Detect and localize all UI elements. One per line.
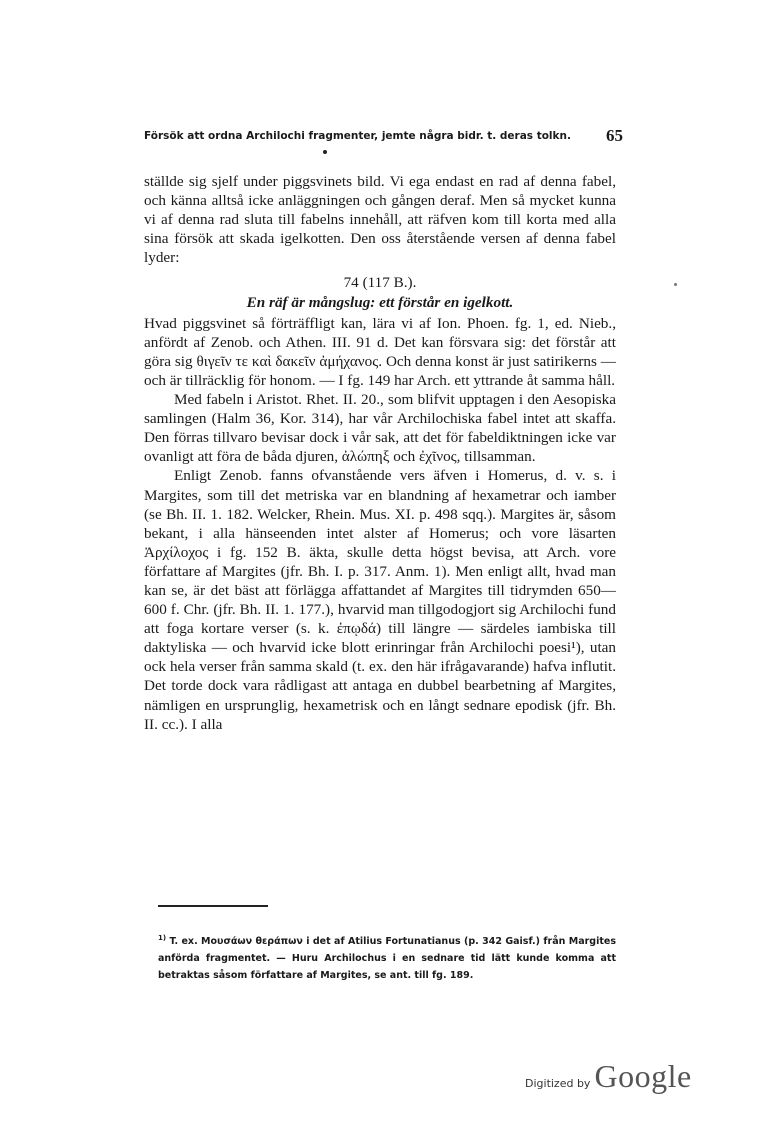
fragment-title: En räf är mångslug: ett förstår en igelkott. [246,293,514,311]
digitized-watermark [525,1058,692,1095]
header-ornament-dot [323,150,327,154]
fragment-number: 74 (117 B.). [343,274,417,292]
footnote [158,930,616,984]
footnote-marker: 1) [158,934,167,942]
footnote-text: T. ex. Μουσάων θεράπων i det af Atilius Fortunatianus (p. 342 Gaisf.) från Margites anförda fragmentet. — Huru Archilochus i en sednare tid lätt kunde komma att betraktas såsom författare af Margites, se ant. till fg. 189. [158,936,617,982]
print-speck [674,283,677,286]
running-title: Försök att ordna Archilochi fragmenter, jemte några bidr. t. deras tolkn. [144,130,571,142]
page-number: 65 [606,126,623,145]
body-text [144,172,616,734]
footnote-divider [158,905,268,907]
paragraph-4: Enligt Zenob. fanns ofvanstående vers äfven i Homerus, d. v. s. i Margites, som till det metriska var en blandning af hexametrar och iamber (se Bh. II. 1. 182. Welcker, Rhein. Mus. XI. p. 498 sqq.). Margites är, såsom bekant, i alla hänseenden intet alster af Homerus; och vore läsarten Ἀρχίλοχος i fg. 152 B. äkta, skulle detta högst bevisa, att Arch. vore författare af Margites (jfr. Bh. I. p. 317. Anm. 1). Men enligt allt, hvad man kan se, är det bäst att förlägga affattandet af Margites till tidrymden 650—600 f. Chr. (jfr. Bh. II. 1. 177.), hvarvid man tillgodogjort sig Archilochi fund att foga kortare verser (s. k. ἐπῳδά) till längre — särdeles iambiska till daktyliska — och hvarvid icke blott erinringar från Archilochi poesi¹), utan ock hela verser från samma skald (t. ex. den här ifrågavarande) hafva influtit. Det torde dock vara rådligast att antaga en dubbel bearbetning af Margites, nämligen en ursprunglig, hexametrisk och en långt sednare epodisk (jfr. Bh. II. cc.). I alla [144,467,616,733]
google-logo: Google [594,1058,692,1094]
watermark-label: Digitized by [525,1077,591,1090]
paragraph-2: Hvad piggsvinet så förträffligt kan, lära vi af Ion. Phoen. fg. 1, ed. Nieb., anfördt af Zenob. och Athen. III. 91 d. Det kan försvara sig: det förstår att göra sig θιγεῖν τε καὶ δακεῖν ἀμήχανος. Och denna konst är just satirikerns — och är tillräcklig för honom. — I fg. 149 har Arch. ett yttrande åt samma håll. [144,314,616,389]
paragraph-3: Med fabeln i Aristot. Rhet. II. 20., som blifvit upptagen i den Aesopiska samlingen (Halm 36, Kor. 314), har vår Archilochiska fabel intet att skaffa. Den förras tillvaro bevisar dock i vår sak, att det för fabeldiktningen icke var ovanligt att föra de båda djuren, ἀλώπηξ och ἐχῖνος, tillsamman. [144,391,616,466]
paragraph-1: ställde sig sjelf under piggsvinets bild. Vi ega endast en rad af denna fabel, och känna alltså icke anläggningen och gången deraf. Men så mycket kunna vi af denna rad sluta till fabelns innehåll, att räfven kom till korta med alla sina försök att skada igelkotten. Den oss återstående versen af denna fabel lyder: [144,173,616,267]
